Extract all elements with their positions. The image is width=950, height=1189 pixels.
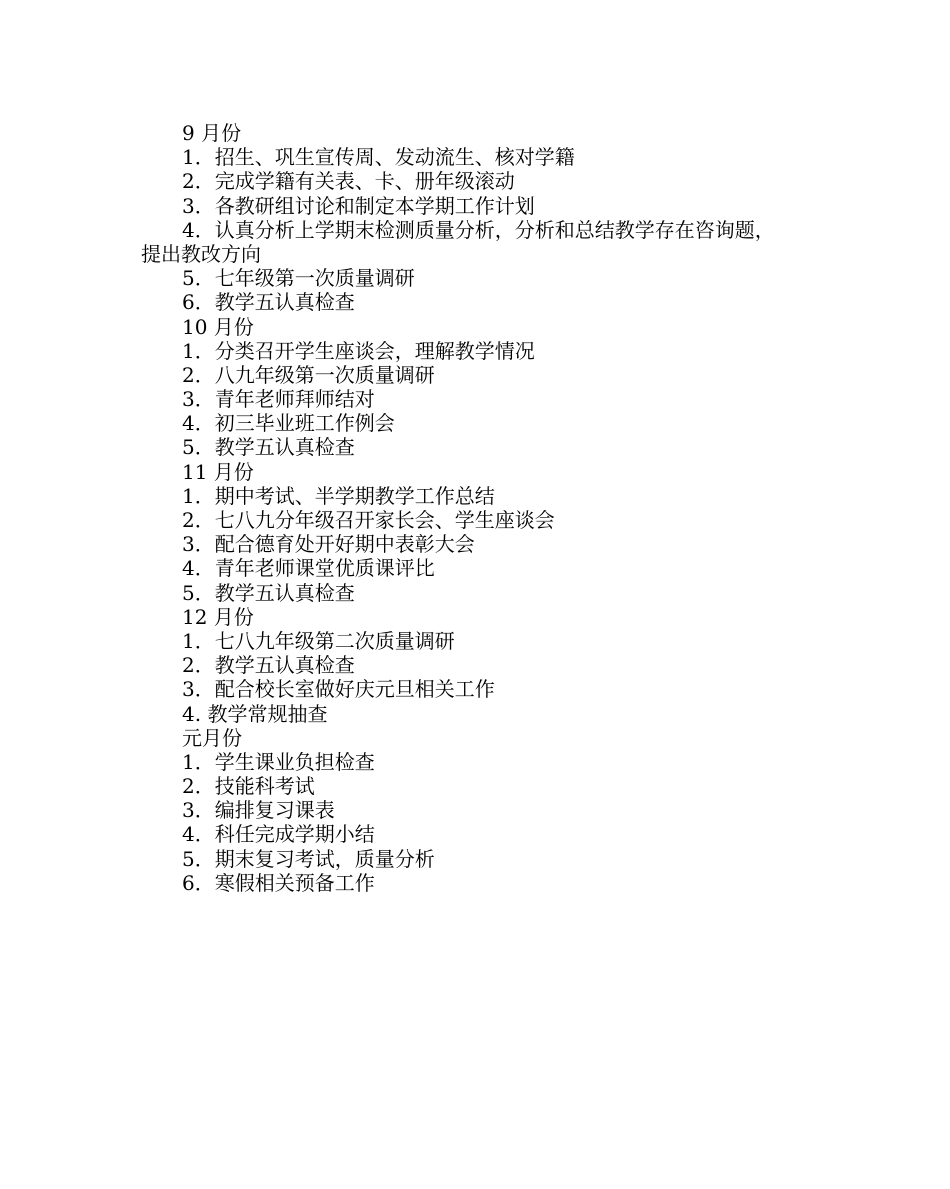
list-item-continuation: 提出教改方向 [141, 241, 261, 266]
month-heading: 元月份 [182, 725, 242, 750]
list-item: 5．期末复习考试，质量分析 [182, 846, 435, 871]
month-heading: 9 月份 [182, 121, 242, 145]
list-item: 2．七八九分年级召开家长会、学生座谈会 [182, 508, 555, 532]
list-item: 6．教学五认真检查 [182, 290, 355, 315]
list-item: 1．学生课业负担检查 [182, 749, 375, 774]
list-item: 4. 教学常规抽查 [182, 701, 328, 726]
list-item: 4．初三毕业班工作例会 [182, 411, 395, 436]
list-item: 1．分类召开学生座谈会，理解教学情况 [182, 338, 535, 363]
month-heading: 12 月份 [182, 604, 254, 629]
list-item: 2．技能科考试 [182, 774, 315, 799]
list-item: 2．完成学籍有关表、卡、册年级滚动 [182, 169, 515, 194]
list-item: 5．教学五认真检查 [182, 435, 355, 460]
list-item: 1．招生、巩生宣传周、发动流生、核对学籍 [182, 145, 575, 170]
list-item: 3．青年老师拜师结对 [182, 387, 375, 412]
list-item: 6．寒假相关预备工作 [182, 870, 375, 895]
document-body [0, 121, 950, 895]
list-item: 3．配合德育处开好期中表彰大会 [182, 532, 475, 557]
month-heading: 10 月份 [182, 314, 254, 339]
list-item: 4．科任完成学期小结 [182, 822, 375, 847]
list-item: 5．教学五认真检查 [182, 580, 355, 605]
list-item: 4．青年老师课堂优质课评比 [182, 556, 435, 581]
list-item: 1．七八九年级第二次质量调研 [182, 628, 455, 653]
list-item: 2．八九年级第一次质量调研 [182, 362, 435, 387]
list-item: 3．编排复习课表 [182, 798, 335, 823]
list-item: 3．各教研组讨论和制定本学期工作计划 [182, 193, 535, 218]
list-item: 4．认真分析上学期末检测质量分析，分析和总结教学存在咨询题， [182, 217, 775, 242]
list-item: 1．期中考试、半学期教学工作总结 [182, 483, 495, 508]
list-item: 3．配合校长室做好庆元旦相关工作 [182, 677, 495, 702]
list-item: 2．教学五认真检查 [182, 653, 355, 678]
month-heading: 11 月份 [182, 459, 254, 484]
list-item: 5．七年级第一次质量调研 [182, 266, 415, 291]
